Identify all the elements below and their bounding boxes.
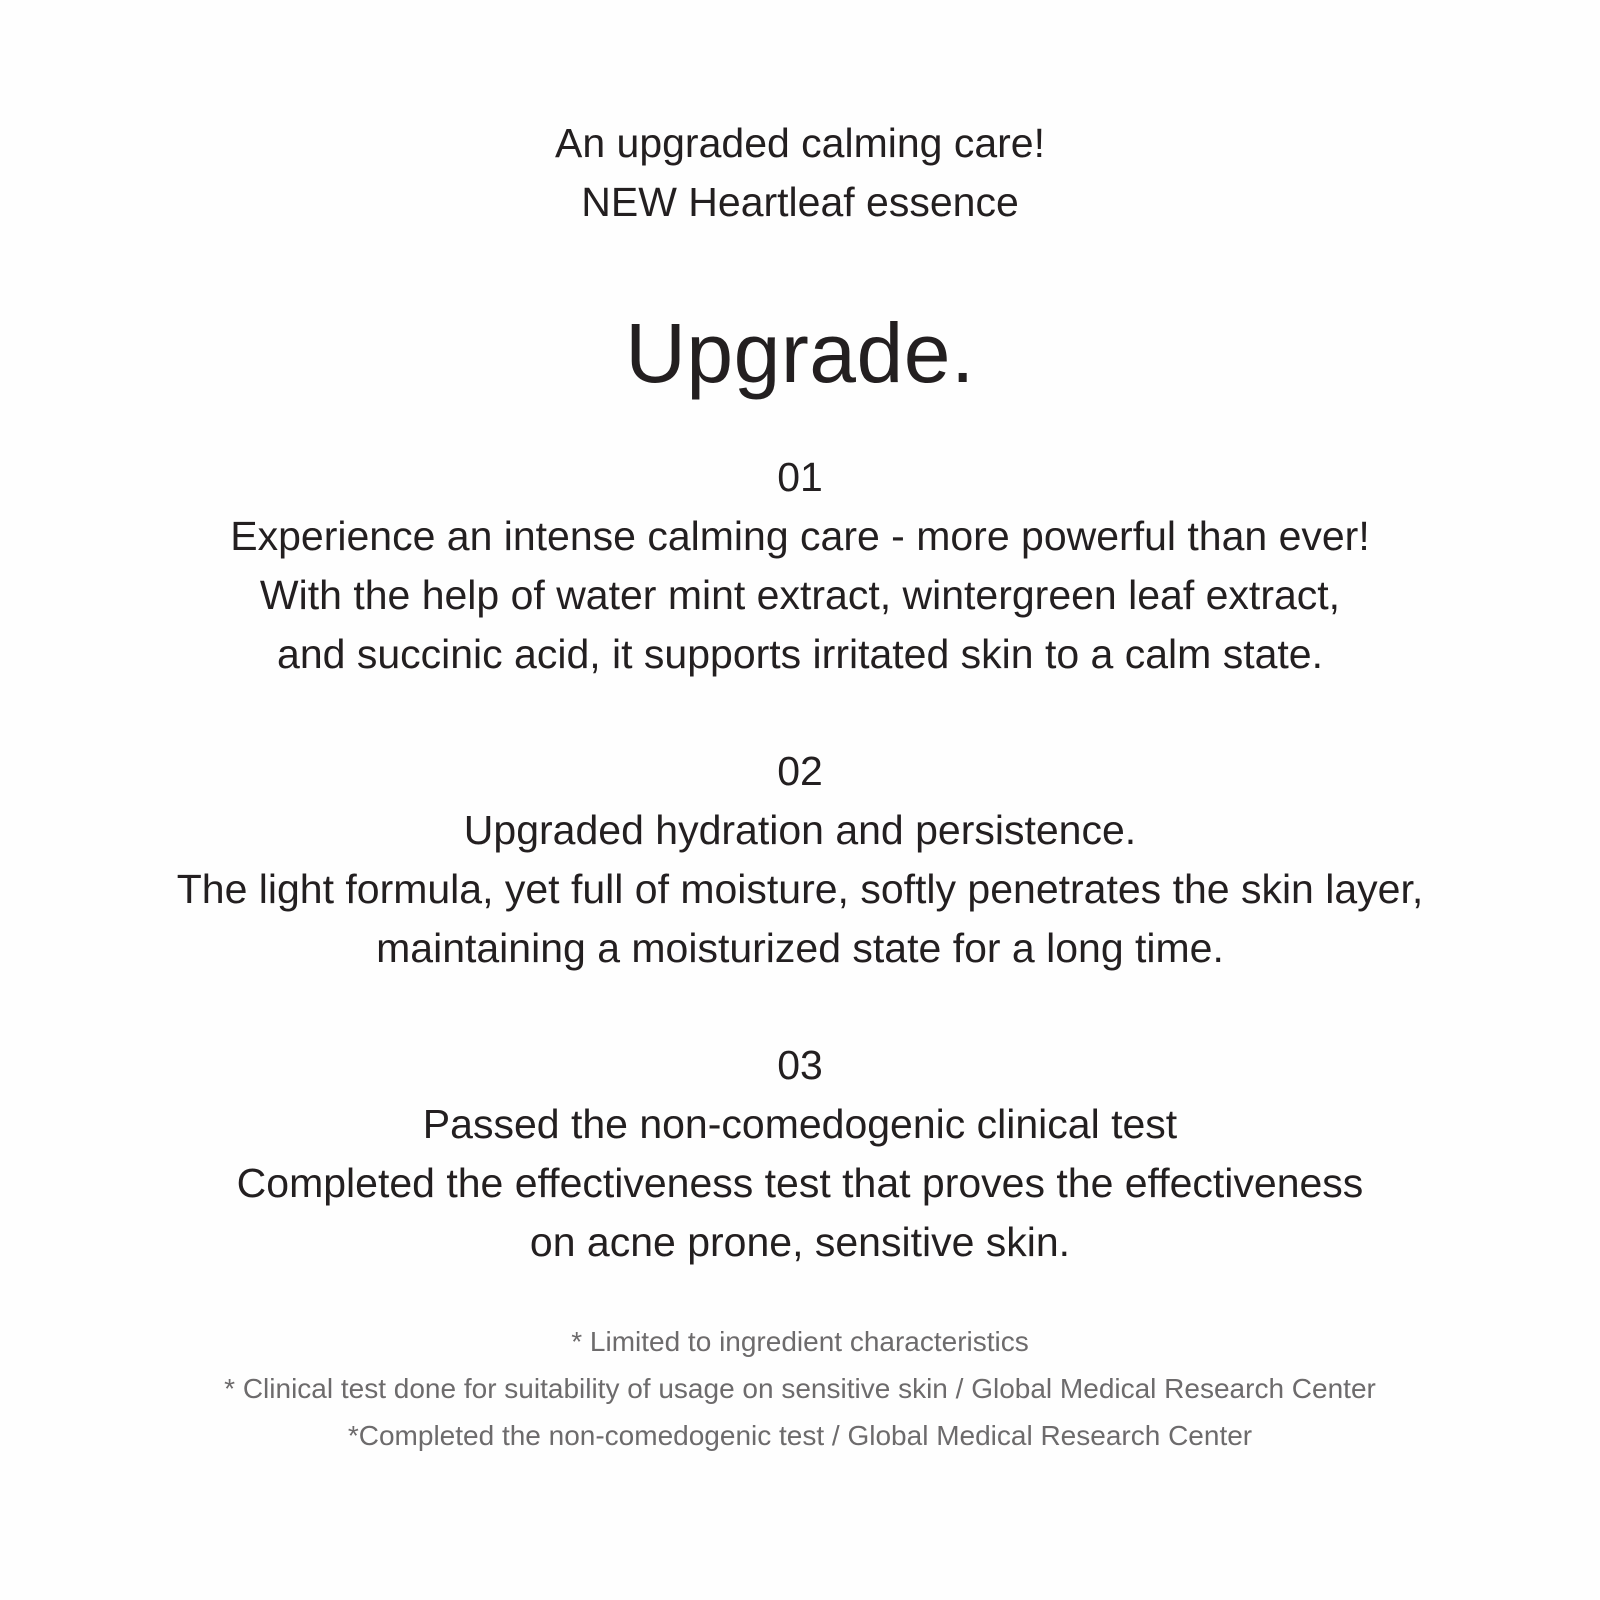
page-title: Upgrade.: [625, 306, 975, 400]
section-text-line: maintaining a moisturized state for a long time.: [376, 925, 1224, 971]
section-text-line: on acne prone, sensitive skin.: [529, 1219, 1071, 1265]
section-number: 02: [777, 748, 823, 794]
intro-line-1: An upgraded calming care!: [554, 120, 1046, 166]
section-text-line: and succinic acid, it supports irritated skin to a calm state.: [277, 631, 1323, 677]
section-text-line: Completed the effectiveness test that proves the effectiveness: [236, 1160, 1364, 1206]
section-number: 03: [777, 1042, 823, 1088]
section-text-line: Passed the non-comedogenic clinical test: [422, 1101, 1178, 1147]
section-text-line: Upgraded hydration and persistence.: [463, 807, 1137, 853]
footnote: * Limited to ingredient characteristics: [571, 1326, 1029, 1357]
footnote: *Completed the non-comedogenic test / Global Medical Research Center: [347, 1420, 1253, 1451]
section-text-line: The light formula, yet full of moisture, softly penetrates the skin layer,: [176, 866, 1424, 912]
section-number: 01: [777, 454, 823, 500]
section-text-line: Experience an intense calming care - more powerful than ever!: [230, 513, 1370, 559]
section-text-line: With the help of water mint extract, wintergreen leaf extract,: [259, 572, 1341, 618]
intro-line-2: NEW Heartleaf essence: [581, 179, 1019, 225]
footnote: * Clinical test done for suitability of usage on sensitive skin / Global Medical Research Center: [224, 1373, 1376, 1404]
